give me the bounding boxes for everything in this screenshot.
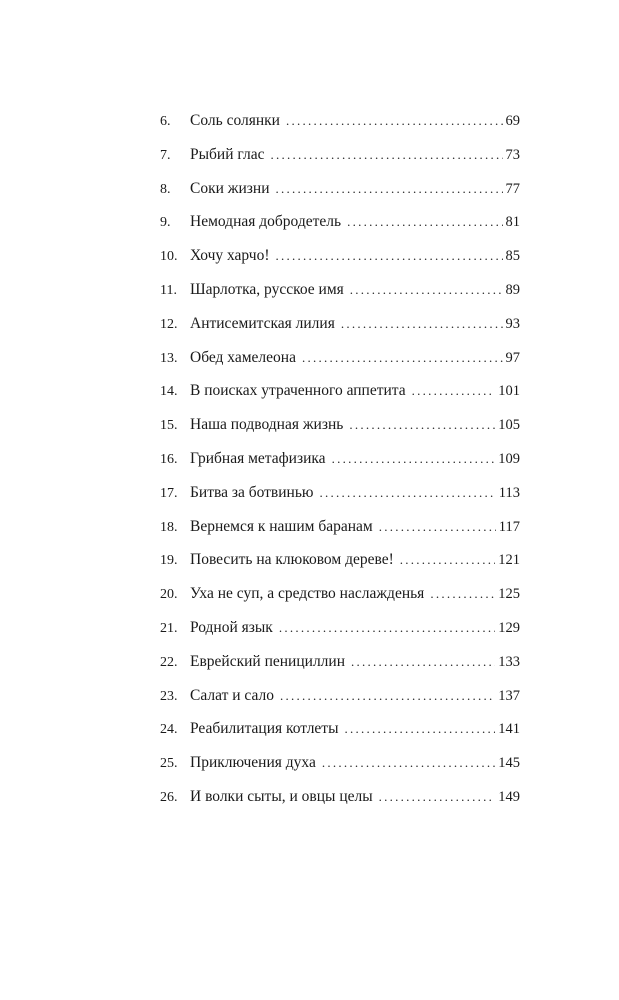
toc-entry[interactable] [160, 341, 520, 375]
page-number: 141 [498, 721, 520, 738]
page-number: 113 [498, 484, 520, 501]
page-number: 77 [505, 180, 520, 197]
page-number: 101 [498, 383, 520, 400]
page-number: 125 [498, 586, 520, 603]
dot-leader [302, 341, 503, 375]
table-of-contents [160, 104, 520, 814]
dot-leader [279, 611, 495, 645]
chapter-number: 14. [160, 384, 178, 400]
toc-entry[interactable] [160, 543, 520, 577]
toc-entry[interactable] [160, 442, 520, 476]
toc-entry[interactable] [160, 510, 520, 544]
toc-entry[interactable] [160, 138, 520, 172]
page-number: 137 [498, 687, 520, 704]
dot-leader [400, 543, 496, 577]
chapter-number: 11. [160, 282, 177, 298]
page-number: 97 [505, 349, 520, 366]
chapter-number: 9. [160, 215, 171, 231]
chapter-title: Повесить на клюковом дереве! [190, 551, 394, 569]
chapter-number: 15. [160, 418, 178, 434]
chapter-number: 18. [160, 519, 178, 535]
dot-leader [319, 476, 495, 510]
page-number: 117 [498, 518, 520, 535]
dot-leader [270, 138, 502, 172]
toc-entry[interactable] [160, 476, 520, 510]
toc-entry[interactable] [160, 577, 520, 611]
page-number: 89 [505, 281, 520, 298]
page-number: 105 [498, 417, 520, 434]
page-number: 129 [498, 619, 520, 636]
chapter-number: 22. [160, 654, 178, 670]
chapter-number: 12. [160, 316, 178, 332]
chapter-number: 16. [160, 451, 178, 467]
chapter-number: 20. [160, 587, 178, 603]
toc-entry[interactable] [160, 645, 520, 679]
toc-entry[interactable] [160, 408, 520, 442]
dot-leader [347, 205, 502, 239]
chapter-title: Обед хамелеона [190, 348, 296, 366]
page-number: 81 [505, 214, 520, 231]
chapter-title: Грибная метафизика [190, 449, 326, 467]
chapter-title: Реабилитация котлеты [190, 720, 339, 738]
page-number: 133 [498, 653, 520, 670]
dot-leader [280, 679, 495, 713]
chapter-number: 8. [160, 181, 171, 197]
chapter-title: Вернемся к нашим баранам [190, 517, 373, 535]
chapter-title: Родной язык [190, 618, 273, 636]
toc-entry[interactable] [160, 104, 520, 138]
chapter-title: Битва за ботвинью [190, 483, 314, 501]
dot-leader [276, 172, 503, 206]
chapter-number: 24. [160, 722, 178, 738]
chapter-number: 19. [160, 553, 178, 569]
page-number: 73 [505, 146, 520, 163]
toc-entry[interactable] [160, 746, 520, 780]
chapter-title: Уха не суп, а средство наслажденья [190, 585, 425, 603]
dot-leader [412, 374, 496, 408]
page-number: 149 [498, 788, 520, 805]
chapter-number: 7. [160, 147, 171, 163]
toc-entry[interactable] [160, 374, 520, 408]
chapter-number: 23. [160, 688, 178, 704]
chapter-title: И волки сыты, и овцы целы [190, 787, 373, 805]
page-number: 85 [505, 248, 520, 265]
chapter-title: Салат и сало [190, 686, 274, 704]
chapter-title: Еврейский пенициллин [190, 652, 345, 670]
chapter-title: Хочу харчо! [190, 247, 270, 265]
chapter-title: Соль солянки [190, 112, 280, 129]
toc-entry[interactable] [160, 780, 520, 814]
chapter-title: В поисках утраченного аппетита [190, 382, 406, 400]
chapter-title: Антисемитская лилия [190, 314, 335, 332]
dot-leader [351, 645, 495, 679]
dot-leader [345, 712, 496, 746]
chapter-title: Немодная добродетель [190, 213, 342, 231]
chapter-title: Шарлотка, русское имя [190, 280, 344, 298]
dot-leader [286, 104, 503, 138]
toc-entry[interactable] [160, 679, 520, 713]
page-number: 93 [505, 315, 520, 332]
toc-entry[interactable] [160, 172, 520, 206]
dot-leader [322, 746, 495, 780]
dot-leader [349, 408, 495, 442]
chapter-number: 10. [160, 249, 178, 265]
page-number: 145 [498, 755, 520, 772]
chapter-title: Приключения духа [190, 754, 316, 772]
chapter-title: Наша подводная жизнь [190, 416, 344, 434]
dot-leader [379, 510, 496, 544]
dot-leader [332, 442, 496, 476]
page-number: 109 [498, 450, 520, 467]
chapter-number: 25. [160, 756, 178, 772]
dot-leader [350, 273, 503, 307]
chapter-number: 26. [160, 789, 178, 805]
dot-leader [275, 239, 502, 273]
toc-entry[interactable] [160, 239, 520, 273]
toc-entry[interactable] [160, 205, 520, 239]
toc-entry[interactable] [160, 273, 520, 307]
page-number: 121 [498, 552, 520, 569]
chapter-title: Соки жизни [190, 179, 270, 197]
chapter-title: Рыбий глас [190, 145, 265, 163]
chapter-number: 21. [160, 620, 178, 636]
toc-entry[interactable] [160, 712, 520, 746]
chapter-number: 17. [160, 485, 178, 501]
chapter-number: 13. [160, 350, 178, 366]
page-number: 69 [505, 113, 520, 129]
dot-leader [430, 577, 495, 611]
chapter-number: 6. [160, 114, 171, 129]
dot-leader [341, 307, 503, 341]
toc-entry[interactable] [160, 307, 520, 341]
toc-entry[interactable] [160, 611, 520, 645]
dot-leader [379, 780, 496, 814]
